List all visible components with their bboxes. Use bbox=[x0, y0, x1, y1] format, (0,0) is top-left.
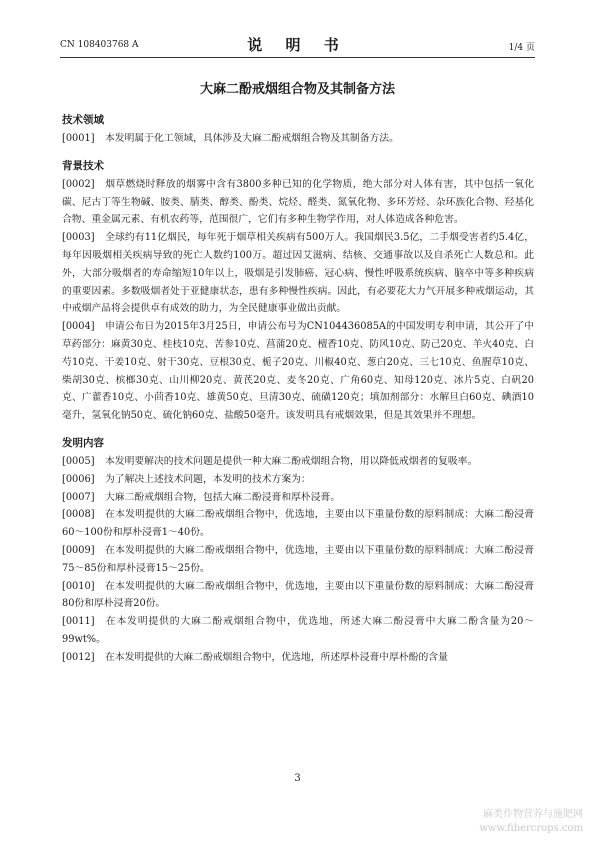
paragraph bbox=[62, 453, 534, 471]
paragraph bbox=[62, 318, 534, 425]
paragraph bbox=[62, 578, 534, 614]
paragraph bbox=[62, 489, 534, 507]
paragraph-number: [0007] bbox=[62, 491, 95, 503]
page-number: 3 bbox=[294, 773, 301, 784]
section-heading: 发明内容 bbox=[62, 436, 104, 449]
paragraph-number: [0011] bbox=[62, 616, 95, 628]
watermark-site-name: 麻类作物营养与施肥网 bbox=[483, 809, 583, 820]
paragraph-text: 为了解决上述技术问题，本发明的技术方案为： bbox=[105, 473, 311, 485]
document-body bbox=[62, 112, 534, 667]
section-heading: 技术领域 bbox=[62, 114, 104, 126]
paragraph-number: [0004] bbox=[62, 321, 95, 333]
paragraph bbox=[62, 130, 534, 148]
document-type-title: 说 明 书 bbox=[247, 36, 348, 54]
page-indicator: 1/4 页 bbox=[508, 43, 535, 53]
paragraph bbox=[62, 176, 534, 229]
section-background bbox=[62, 158, 534, 425]
paragraph bbox=[62, 649, 534, 667]
paragraph-text: 在本发明提供的大麻二酚戒烟组合物中，优选地，主要由以下重量份数的原料制成：大麻二酚浸膏80份和厚朴浸膏20份。 bbox=[62, 580, 534, 610]
paragraph-text: 在本发明提供的大麻二酚戒烟组合物中，优选地，主要由以下重量份数的原料制成：大麻二酚浸膏75～85份和厚朴浸膏15～25份。 bbox=[62, 544, 534, 574]
header-divider bbox=[60, 57, 535, 58]
paragraph-text: 全球约有11亿烟民，每年死于烟草相关疾病有500万人。我国烟民3.5亿，二手烟受害者约5.4亿，每年因吸烟相关疾病导致的死亡人数约100万。超过因艾滋病、结核、交通事故以及自杀死亡人数总和。此外，大部分吸烟者的寿命缩短10年以上，吸烟是引发肺癌、冠心病、慢性呼吸系统疾病、脑卒中等多种疾病的重要因素。多数吸烟者处于亚健康状态，患有多种慢性疾病。因此，有必要花大力气开展多种戒烟运动，其中戒烟产品将会提供卓有成效的助力，为全民健康事业做出贡献。 bbox=[62, 232, 534, 315]
paragraph-number: [0003] bbox=[62, 232, 95, 244]
paragraph-text: 在本发明提供的大麻二酚戒烟组合物中，优选地，所述大麻二酚浸膏中大麻二酚含量为20～99wt%。 bbox=[62, 616, 534, 645]
paragraph-text: 烟草燃烧时释放的烟雾中含有3800多种已知的化学物质，绝大部分对人体有害，其中包括一氧化碳、尼古丁等生物碱、胺类、腈类、醇类、酚类、烷烃、醛类、氮氧化物、多环芳烃、杂环族化合物、羟基化合物、重金属元素、有机农药等，范围很广，它们有多种生物学作用，对人体造成各种危害。 bbox=[62, 178, 534, 226]
paragraph-text: 大麻二酚戒烟组合物，包括大麻二酚浸膏和厚朴浸膏。 bbox=[105, 491, 341, 503]
section-heading: 背景技术 bbox=[62, 159, 104, 172]
section-summary bbox=[62, 435, 534, 667]
paragraph-number: [0008] bbox=[62, 509, 95, 521]
paragraph-text: 申请公布日为2015年3月25日，申请公布号为CN104436085A的中国发明专利申请，其公开了中草药部分：麻黄30克、桂枝10克、苦参10克、菖蒲20克、檀香10克、防风10克、防己20克、羊火40克、白芍10克、干姜10克、射干30克、豆根30克、栀子20克、川椒40克、葱白20克、三七10克、鱼腥草10克、柴胡30克、槟榔30克、山川柳20克、黄芪20克、麦冬20克、广角60克、知母120克、冰片5克、白矾20克、广藿香10克、小茴香10克、雄黄50克、旦清30克、硫磺120克；填加剂部分：水解旦白60克、碘酒10毫升，氢氧化钠50克、硫化钠60克、盐酸50毫升。该发明具有戒烟效果，但是其效果并不理想。 bbox=[62, 321, 535, 422]
paragraph-number: [0006] bbox=[62, 473, 95, 485]
section-technical-field bbox=[62, 112, 534, 148]
publication-number: CN 108403768 A bbox=[60, 40, 139, 50]
paragraph-number: [0009] bbox=[62, 544, 95, 556]
paragraph-number: [0010] bbox=[62, 580, 95, 592]
paragraph-text: 在本发明提供的大麻二酚戒烟组合物中，优选地，主要由以下重量份数的原料制成：大麻二酚浸膏60～100份和厚朴浸膏1～40份。 bbox=[62, 509, 534, 539]
paragraph-text: 本发明要解决的技术问题是提供一种大麻二酚戒烟组合物，用以降低戒烟者的复吸率。 bbox=[105, 455, 478, 467]
paragraph-number: [0012] bbox=[62, 651, 95, 663]
paragraph-number: [0001] bbox=[62, 133, 95, 144]
paragraph bbox=[62, 613, 534, 649]
paragraph bbox=[62, 542, 534, 578]
page-header bbox=[60, 28, 535, 56]
paragraph-number: [0005] bbox=[62, 455, 95, 467]
paragraph-text: 本发明属于化工领域，具体涉及大麻二酚戒烟组合物及其制备方法。 bbox=[105, 133, 399, 144]
paragraph-text: 在本发明提供的大麻二酚戒烟组合物中，优选地，所述厚朴浸膏中厚朴酚的含量 bbox=[105, 651, 448, 663]
watermark-url: www.fibercrops.com bbox=[479, 823, 583, 834]
paragraph bbox=[62, 471, 534, 489]
paragraph bbox=[62, 506, 534, 542]
watermark bbox=[479, 808, 583, 836]
paragraph-number: [0002] bbox=[62, 178, 95, 190]
paragraph bbox=[62, 229, 534, 318]
patent-title: 大麻二酚戒烟组合物及其制备方法 bbox=[199, 82, 395, 97]
